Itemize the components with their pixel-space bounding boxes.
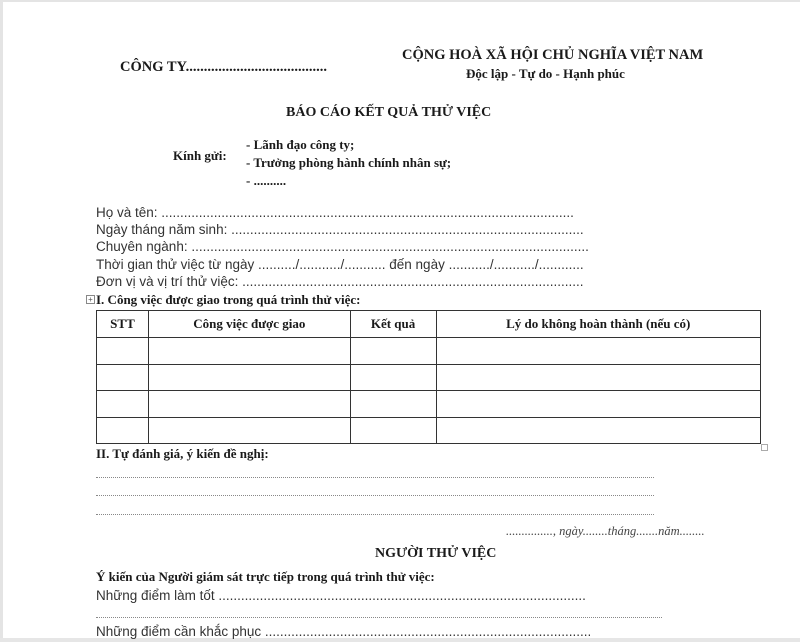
table-cell[interactable] bbox=[97, 338, 149, 365]
table-cell[interactable] bbox=[97, 417, 149, 444]
section1-heading: I. Công việc được giao trong quá trình thử việc: bbox=[96, 292, 361, 307]
date-line-field[interactable]: ..............., ngày........tháng.......năm........ bbox=[506, 524, 705, 538]
table-cell[interactable] bbox=[97, 364, 149, 391]
section2-heading: II. Tự đánh giá, ý kiến đề nghị: bbox=[96, 446, 269, 461]
recipients-label: Kính gửi: bbox=[173, 148, 227, 163]
table-cell[interactable] bbox=[350, 364, 436, 391]
column-header-result: Kết quả bbox=[350, 311, 436, 338]
table-row bbox=[97, 338, 761, 365]
column-header-stt: STT bbox=[97, 311, 149, 338]
document-title: BÁO CÁO KẾT QUẢ THỬ VIỆC bbox=[286, 105, 492, 120]
page-edge bbox=[0, 0, 800, 2]
table-cell[interactable] bbox=[148, 417, 350, 444]
national-motto: Độc lập - Tự do - Hạnh phúc bbox=[466, 66, 625, 81]
table-cell[interactable] bbox=[148, 364, 350, 391]
company-name-field[interactable]: CÔNG TY....................................... bbox=[120, 59, 328, 75]
probation-period-field[interactable]: Thời gian thử việc từ ngày ........../.........../........... đến ngày .........../.........../............ bbox=[96, 257, 584, 272]
table-row bbox=[97, 391, 761, 418]
page-edge bbox=[0, 0, 3, 642]
table-header-row bbox=[97, 311, 761, 338]
national-title: CỘNG HOÀ XÃ HỘI CHỦ NGHĨA VIỆT NAM bbox=[402, 47, 704, 63]
table-row bbox=[97, 417, 761, 444]
table-cell[interactable] bbox=[148, 338, 350, 365]
recipient-item: - Trưởng phòng hành chính nhân sự; bbox=[246, 155, 452, 170]
table-move-handle-icon[interactable]: + bbox=[86, 295, 95, 304]
full-name-field[interactable]: Họ và tên: .............................................................................................................. bbox=[96, 205, 574, 220]
unit-position-field[interactable]: Đơn vị và vị trí thử việc: ........................................................................................... bbox=[96, 274, 584, 289]
table-cell[interactable] bbox=[436, 417, 761, 444]
table-cell[interactable] bbox=[436, 338, 761, 365]
self-assessment-line[interactable] bbox=[96, 514, 654, 515]
table-cell[interactable] bbox=[436, 391, 761, 418]
table-resize-handle-icon[interactable] bbox=[761, 444, 768, 451]
assigned-tasks-table bbox=[96, 310, 761, 444]
table-cell[interactable] bbox=[148, 391, 350, 418]
table-cell[interactable] bbox=[350, 338, 436, 365]
table-row bbox=[97, 364, 761, 391]
recipients-list bbox=[246, 136, 451, 190]
table-cell[interactable] bbox=[97, 391, 149, 418]
column-header-reason: Lý do không hoàn thành (nếu có) bbox=[436, 311, 761, 338]
good-points-line[interactable] bbox=[96, 617, 662, 618]
good-points-field[interactable]: Những điểm làm tốt .................................................................................................. bbox=[96, 588, 586, 603]
self-assessment-line[interactable] bbox=[96, 477, 654, 478]
signer-title: NGƯỜI THỬ VIỆC bbox=[375, 546, 497, 561]
improve-points-field[interactable]: Những điểm cần khắc phục ....................................................................................... bbox=[96, 624, 592, 639]
birth-date-field[interactable]: Ngày tháng năm sinh: .............................................................................................. bbox=[96, 222, 584, 237]
table-cell[interactable] bbox=[350, 391, 436, 418]
self-assessment-line[interactable] bbox=[96, 495, 654, 496]
table-cell[interactable] bbox=[350, 417, 436, 444]
table-cell[interactable] bbox=[436, 364, 761, 391]
column-header-task: Công việc được giao bbox=[148, 311, 350, 338]
recipient-item: - Lãnh đạo công ty; bbox=[246, 137, 355, 152]
recipient-item[interactable]: - .......... bbox=[246, 173, 287, 188]
major-field[interactable]: Chuyên ngành: .......................................................................................................... bbox=[96, 239, 589, 254]
supervisor-heading: Ý kiến của Người giám sát trực tiếp trong quá trình thử việc: bbox=[96, 569, 435, 584]
